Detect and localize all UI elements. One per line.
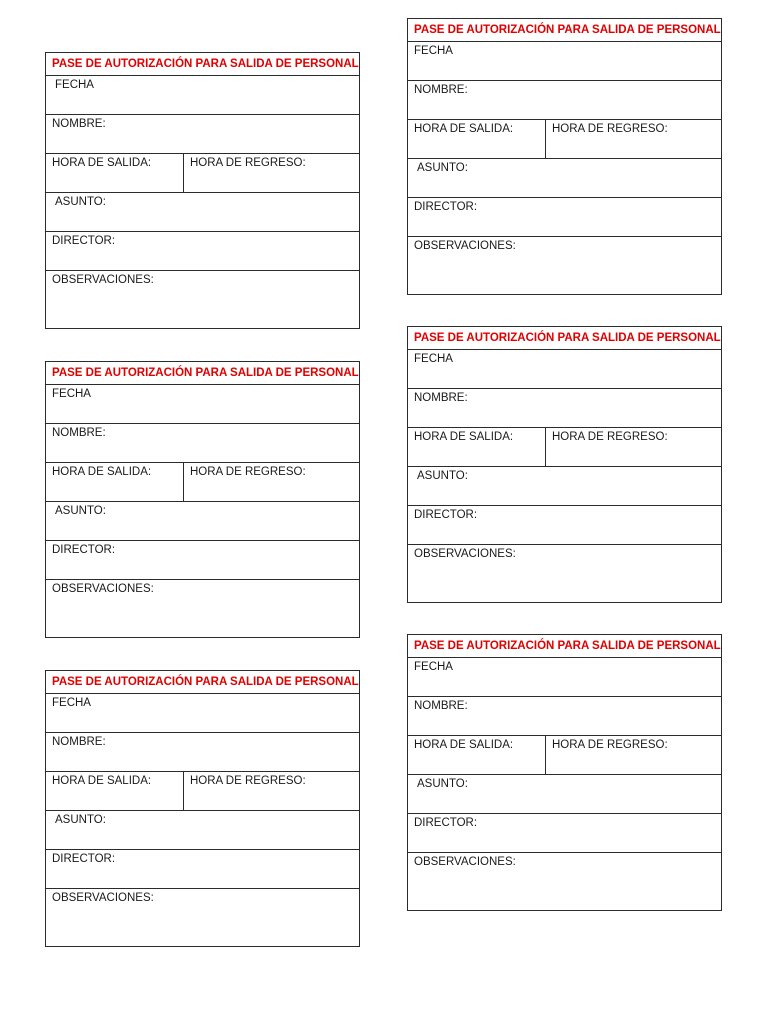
- authorization-pass-form: [45, 361, 360, 638]
- nombre-field[interactable]: NOMBRE:: [408, 389, 721, 428]
- fecha-field[interactable]: FECHA: [46, 694, 359, 733]
- nombre-field[interactable]: NOMBRE:: [46, 424, 359, 463]
- form-title: PASE DE AUTORIZACIÓN PARA SALIDA DE PERSONAL: [408, 635, 721, 658]
- asunto-field[interactable]: ASUNTO:: [408, 775, 721, 814]
- hora-regreso-field[interactable]: HORA DE REGRESO:: [190, 775, 306, 787]
- nombre-field[interactable]: NOMBRE:: [408, 697, 721, 736]
- hora-salida-field[interactable]: HORA DE SALIDA:: [46, 772, 184, 810]
- hours-row: [46, 463, 359, 502]
- hora-regreso-field[interactable]: HORA DE REGRESO:: [190, 466, 306, 478]
- hours-row: [46, 772, 359, 811]
- nombre-field[interactable]: NOMBRE:: [408, 81, 721, 120]
- hora-salida-field[interactable]: HORA DE SALIDA:: [46, 154, 184, 192]
- fecha-field[interactable]: FECHA: [408, 658, 721, 697]
- hours-row: [46, 154, 359, 193]
- hora-regreso-field[interactable]: HORA DE REGRESO:: [190, 157, 306, 169]
- director-field[interactable]: DIRECTOR:: [408, 814, 721, 853]
- observaciones-field[interactable]: OBSERVACIONES:: [52, 274, 154, 286]
- hora-salida-field[interactable]: HORA DE SALIDA:: [408, 736, 546, 774]
- observaciones-field[interactable]: OBSERVACIONES:: [52, 583, 154, 595]
- director-field[interactable]: DIRECTOR:: [46, 232, 359, 271]
- form-title: PASE DE AUTORIZACIÓN PARA SALIDA DE PERSONAL: [46, 53, 359, 76]
- fecha-field[interactable]: FECHA: [408, 42, 721, 81]
- authorization-pass-form: [407, 326, 722, 603]
- asunto-field[interactable]: ASUNTO:: [46, 502, 359, 541]
- director-field[interactable]: DIRECTOR:: [46, 850, 359, 889]
- hora-salida-field[interactable]: HORA DE SALIDA:: [408, 120, 546, 158]
- asunto-field[interactable]: ASUNTO:: [408, 159, 721, 198]
- hours-row: [408, 736, 721, 775]
- hora-salida-field[interactable]: HORA DE SALIDA:: [46, 463, 184, 501]
- hora-regreso-field[interactable]: HORA DE REGRESO:: [552, 431, 668, 443]
- observaciones-field[interactable]: OBSERVACIONES:: [414, 548, 516, 560]
- nombre-field[interactable]: NOMBRE:: [46, 115, 359, 154]
- authorization-pass-form: [45, 670, 360, 947]
- fecha-field[interactable]: FECHA: [408, 350, 721, 389]
- form-title: PASE DE AUTORIZACIÓN PARA SALIDA DE PERSONAL: [408, 19, 721, 42]
- hora-regreso-field[interactable]: HORA DE REGRESO:: [552, 123, 668, 135]
- fecha-field[interactable]: FECHA: [46, 76, 359, 115]
- hours-row: [408, 428, 721, 467]
- form-title: PASE DE AUTORIZACIÓN PARA SALIDA DE PERSONAL: [46, 362, 359, 385]
- authorization-pass-form: [407, 634, 722, 911]
- form-title: PASE DE AUTORIZACIÓN PARA SALIDA DE PERSONAL: [408, 327, 721, 350]
- asunto-field[interactable]: ASUNTO:: [46, 193, 359, 232]
- authorization-pass-form: [407, 18, 722, 295]
- director-field[interactable]: DIRECTOR:: [408, 506, 721, 545]
- observaciones-field[interactable]: OBSERVACIONES:: [52, 892, 154, 904]
- hora-regreso-field[interactable]: HORA DE REGRESO:: [552, 739, 668, 751]
- nombre-field[interactable]: NOMBRE:: [46, 733, 359, 772]
- director-field[interactable]: DIRECTOR:: [408, 198, 721, 237]
- observaciones-field[interactable]: OBSERVACIONES:: [414, 240, 516, 252]
- asunto-field[interactable]: ASUNTO:: [408, 467, 721, 506]
- observaciones-field[interactable]: OBSERVACIONES:: [414, 856, 516, 868]
- form-title: PASE DE AUTORIZACIÓN PARA SALIDA DE PERSONAL: [46, 671, 359, 694]
- fecha-field[interactable]: FECHA: [46, 385, 359, 424]
- asunto-field[interactable]: ASUNTO:: [46, 811, 359, 850]
- authorization-pass-form: [45, 52, 360, 329]
- hours-row: [408, 120, 721, 159]
- hora-salida-field[interactable]: HORA DE SALIDA:: [408, 428, 546, 466]
- director-field[interactable]: DIRECTOR:: [46, 541, 359, 580]
